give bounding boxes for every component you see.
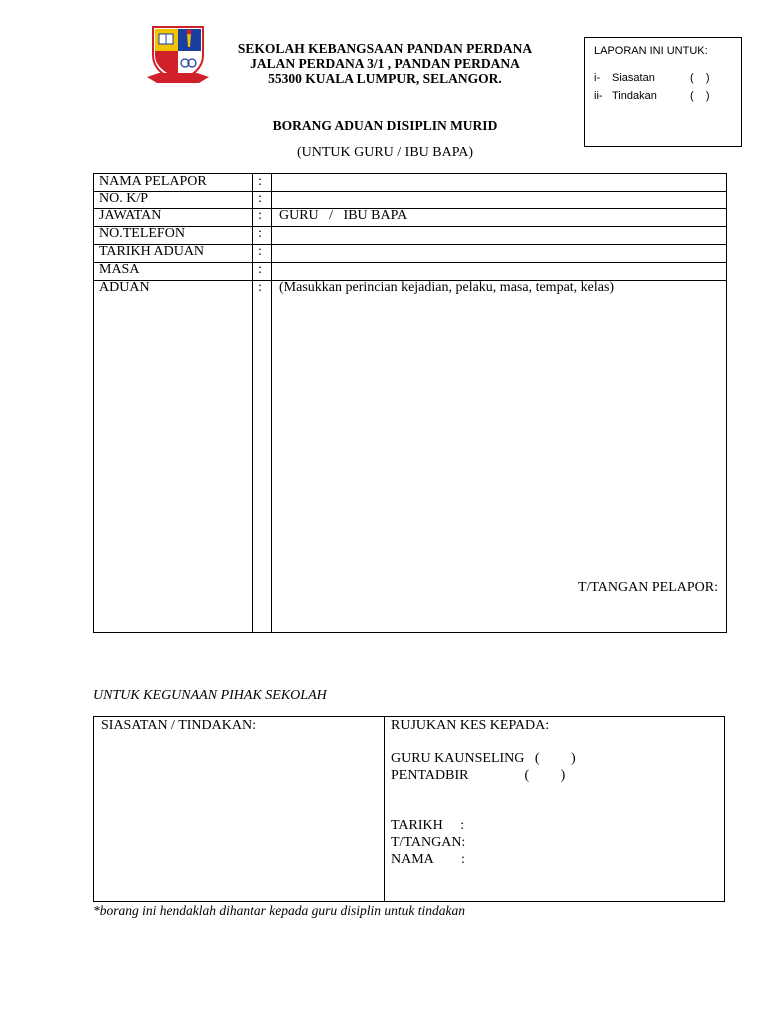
name-field[interactable]: NAMA : — [391, 852, 465, 867]
field-colon: : — [258, 208, 262, 223]
complaint-form-table — [93, 173, 727, 633]
field-input[interactable] — [279, 226, 726, 242]
report-option-siasatan[interactable] — [594, 72, 734, 86]
field-colon: : — [258, 226, 262, 241]
form-row-no-kp — [94, 191, 726, 209]
report-purpose-box — [584, 37, 742, 147]
field-input[interactable] — [279, 244, 726, 260]
school-address-line1: JALAN PERDANA 3/1 , PANDAN PERDANA — [250, 56, 520, 71]
referral-counselor-checkbox[interactable]: GURU KAUNSELING ( ) — [391, 751, 576, 766]
field-input[interactable]: GURU / IBU BAPA — [279, 208, 408, 223]
option-label: Tindakan — [612, 90, 657, 102]
form-row-masa — [94, 262, 726, 281]
complaint-details-textarea[interactable]: (Masukkan perincian kejadian, pelaku, masa, tempat, kelas) — [279, 280, 615, 295]
option-number: i- — [594, 72, 601, 84]
field-input[interactable] — [279, 191, 726, 207]
signature-field[interactable]: T/TANGAN: — [391, 835, 466, 850]
form-row-tarikh-aduan — [94, 244, 726, 263]
case-referral-header: RUJUKAN KES KEPADA: — [391, 718, 550, 733]
school-use-table — [93, 716, 725, 902]
option-number: ii- — [594, 90, 603, 102]
option-checkbox[interactable]: ( ) — [690, 90, 710, 102]
form-title: BORANG ADUAN DISIPLIN MURID — [272, 118, 498, 133]
form-row-jawatan — [94, 208, 726, 227]
field-label: NAMA PELAPOR — [99, 174, 207, 189]
form-subtitle: (UNTUK GURU / IBU BAPA) — [296, 145, 474, 160]
field-colon: : — [258, 244, 262, 259]
school-header — [200, 41, 570, 86]
field-label: TARIKH ADUAN — [99, 244, 205, 259]
date-field[interactable]: TARIKH : — [391, 818, 465, 833]
field-label: NO.TELEFON — [99, 226, 185, 241]
form-row-nama-pelapor — [94, 174, 726, 192]
investigation-action-header: SIASATAN / TINDAKAN: — [101, 718, 256, 733]
field-label: MASA — [99, 262, 140, 277]
school-use-section-title: UNTUK KEGUNAAN PIHAK SEKOLAH — [93, 688, 327, 703]
school-name: SEKOLAH KEBANGSAAN PANDAN PERDANA — [237, 41, 533, 56]
field-label: NO. K/P — [99, 191, 149, 206]
option-label: Siasatan — [612, 72, 655, 84]
field-colon: : — [258, 191, 262, 206]
field-colon: : — [258, 280, 262, 295]
footnote: *borang ini hendaklah dihantar kepada guru disiplin untuk tindakan — [93, 903, 465, 918]
option-checkbox[interactable]: ( ) — [690, 72, 710, 84]
field-colon: : — [258, 262, 262, 277]
form-row-no-telefon — [94, 226, 726, 245]
field-label: JAWATAN — [99, 208, 162, 223]
table-divider — [384, 717, 385, 901]
field-input[interactable] — [279, 174, 726, 190]
report-option-tindakan[interactable] — [594, 90, 734, 104]
form-row-aduan — [94, 280, 726, 632]
referral-admin-checkbox[interactable]: PENTADBIR ( ) — [391, 768, 566, 783]
field-label: ADUAN — [99, 280, 150, 295]
field-input[interactable] — [279, 262, 726, 278]
reporter-signature-label: T/TANGAN PELAPOR: — [577, 580, 718, 595]
field-colon: : — [258, 174, 262, 189]
report-purpose-title: LAPORAN INI UNTUK: — [594, 45, 708, 57]
school-address-line2: 55300 KUALA LUMPUR, SELANGOR. — [268, 71, 502, 86]
